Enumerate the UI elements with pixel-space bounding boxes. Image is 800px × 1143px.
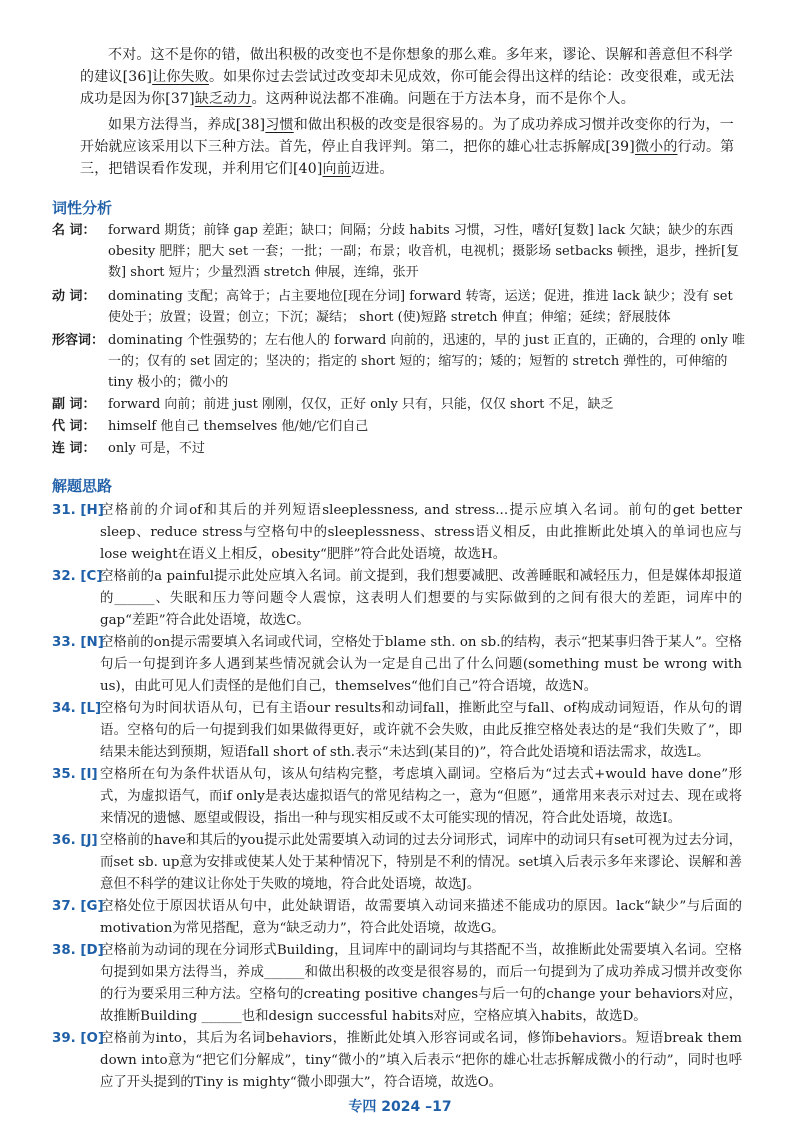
answer-item-39 xyxy=(52,1028,752,1094)
passage-text: 。这两种说法都不准确。问题在于方法本身，而不是你个人。 xyxy=(251,91,635,107)
pos-content: dominating 支配；高耸于；占主要地位[现在分词] forward 转寄，运送；促进，推进 lack 缺少；没有 set 使处于；放置；设置；创立；下沉；凝结； short (使)短路 stretch 伸直；伸缩；延续；舒展肢体 xyxy=(108,289,733,325)
answer-item-35 xyxy=(52,764,752,830)
answer-explanation: 空格所在句为条件状语从句，该从句结构完整，考虑填入副词。空格后为“过去式+would have done”形式，为虚拟语气，而if only是表达虚拟语气的常见结构之一，意为“但愿”，通常用来表示对过去、现在或将来情况的遗憾、愿望或假设，指出一种与现实相反或不太可能实现的情况，符合此处语境，故选I。 xyxy=(100,767,742,826)
pos-row-pronoun xyxy=(52,416,752,437)
answer-number: 37. [G] xyxy=(52,899,104,914)
answer-explanation: 空格前为动词的现在分词形式Building，且词库中的副词均与其搭配不当，故推断此处需要填入名词。空格句提到如果方法得当，养成______和做出积极的改变是很容易的，而后一句提到为了成功养成习惯并改变你的行为要采用三种方法。空格句的creating positive changes与后一句的change your behaviors对应，故推断Building ______也和design successful habits对应，空格应填入habits，故选D。 xyxy=(100,943,742,1024)
answer-number: 36. [J] xyxy=(52,833,98,848)
passage-paragraph-2 xyxy=(80,114,740,180)
page-footer: 专四 2024 –17 xyxy=(348,1099,452,1115)
answer-number: 34. [L] xyxy=(52,701,102,716)
answer-item-31 xyxy=(52,500,752,566)
passage-text: 和做出积极的改变是很容易的。为了成功养成习惯并改变你的行为，一开始就应该采用以下三种方法。首先，停止自我评判。第二，把你的雄心壮志拆解成[39] xyxy=(80,117,734,155)
answer-item-33 xyxy=(52,632,752,698)
passage-paragraph-1 xyxy=(80,44,740,110)
pos-content: forward 向前；前进 just 刚刚，仅仅，正好 only 只有，只能，仅仅 short 不足，缺乏 xyxy=(108,397,614,412)
pos-row-noun xyxy=(52,220,752,283)
pos-content: only 可是，不过 xyxy=(108,441,205,456)
pos-label: 动 词： xyxy=(52,289,96,304)
pos-row-adverb xyxy=(52,394,752,415)
answer-number: 33. [N] xyxy=(52,635,104,650)
passage-text: 行动。第三，把错误看作发现，并利用它们[40] xyxy=(80,139,735,177)
filled-blank-38: 习惯 xyxy=(265,117,294,133)
pos-row-adjective xyxy=(52,330,752,393)
pos-content: himself 他自己 themselves 他/她/它们自己 xyxy=(108,419,369,434)
pos-label: 形容词： xyxy=(52,333,105,348)
pos-section-title: 词性分析 xyxy=(52,199,113,217)
answer-number: 31. [H] xyxy=(52,503,104,518)
answer-explanation: 空格前的on提示需要填入名词或代词，空格处于blame sth. on sb.的结构，表示“把某事归咎于某人”。空格句后一句提到许多人遇到某些情况就会认为一定是自己出了什么问题(something must be wrong with us)，由此可见人们责怪的是他们自己，themselves“他们自己”符合语境，故选N。 xyxy=(100,635,742,694)
solution-section-title: 解题思路 xyxy=(52,477,113,495)
answer-explanation: 空格前的have和其后的you提示此处需要填入动词的过去分词形式，词库中的动词只有set可视为过去分词，而set sb. up意为安排或使某人处于某种情况下，特别是不利的情况。set填入后表示多年来谬论、误解和善意但不科学的建议让你处于失败的境地，符合此处语境，故选J。 xyxy=(100,833,742,892)
filled-blank-37: 缺乏动力 xyxy=(194,91,252,107)
pos-label: 代 词： xyxy=(52,419,96,434)
filled-blank-39: 微小的 xyxy=(634,139,678,155)
answer-number: 39. [O] xyxy=(52,1031,105,1046)
answer-explanation: 空格前的a painful提示此处应填入名词。前文提到，我们想要减肥、改善睡眠和减轻压力，但是媒体却报道的______、失眠和压力等问题令人震惊，这表明人们想要的与实际做到的之间有很大的差距，词库中的gap“差距”符合此处语境，故选C。 xyxy=(100,569,742,628)
passage-text: 。如果你过去尝试过改变却未见成效，你可能会得出这样的结论：改变很难，或无法成功是因为你[37] xyxy=(80,69,735,107)
answer-explanation: 空格前为into，其后为名词behaviors，推断此处填入形容词或名词，修饰behaviors。短语break them down into意为“把它们分解成”，tiny“微小的”填入后表示“把你的雄心壮志拆解成微小的行动”，同时也呼应了开头提到的Tiny is mighty“微小即强大”，符合语境，故选O。 xyxy=(100,1031,742,1090)
passage-text: 迈进。 xyxy=(350,161,394,177)
answer-item-32 xyxy=(52,566,752,632)
answer-number: 32. [C] xyxy=(52,569,103,584)
answer-item-34 xyxy=(52,698,752,764)
pos-content: forward 期货；前锋 gap 差距；缺口；间隔；分歧 habits 习惯，习性，嗜好[复数] lack 欠缺；缺少的东西 obesity 肥胖；肥大 set 一套；一批；一副；布景；收音机，电视机；摄影场 setbacks 顿挫，退步，挫折[复数] short 短片；少量烈酒 stretch 伸展，连绵，张开 xyxy=(108,223,740,280)
filled-blank-36: 让你失败 xyxy=(152,69,209,85)
pos-label: 连 词： xyxy=(52,441,96,456)
answer-explanation: 空格前的介词of和其后的并列短语sleeplessness, and stress...提示应填入名词。前句的get better sleep、reduce stress与空格句中的sleeplessness、stress语义相反，由此推断此处填入的单词也应与lose weight在语义上相反，obesity“肥胖”符合此处语境，故选H。 xyxy=(100,503,742,562)
answer-number: 38. [D] xyxy=(52,943,104,958)
answer-item-37 xyxy=(52,896,752,940)
pos-label: 副 词： xyxy=(52,397,96,412)
pos-row-conjunction xyxy=(52,438,752,459)
filled-blank-40: 向前 xyxy=(322,161,351,177)
answer-explanation: 空格处位于原因状语从句中，此处缺谓语，故需要填入动词来描述不能成功的原因。lack“缺少”与后面的motivation为常见搭配，意为“缺乏动力”，符合此处语境，故选G。 xyxy=(100,899,742,936)
pos-label: 名 词： xyxy=(52,223,96,238)
pos-row-verb xyxy=(52,286,752,328)
answer-item-38 xyxy=(52,940,752,1028)
answer-explanation: 空格句为时间状语从句，已有主语our results和动词fall，推断此空与fall、of构成动词短语，作从句的谓语。空格句的后一句提到我们如果做得更好，或许就不会失败，由此反推空格处表达的是“我们失败了”，即结果未能达到预期，短语fall short of sth.表示“未达到(某目的)”，符合此处语境和语法需求，故选L。 xyxy=(100,701,742,760)
answer-item-36 xyxy=(52,830,752,896)
pos-content: dominating 个性强势的；左右他人的 forward 向前的，迅速的，早的 just 正直的，正确的，合理的 only 唯一的；仅有的 set 固定的；坚决的；指定的 short 短的；缩写的；矮的；短暂的 stretch 弹性的，可伸缩的 tiny 极小的；微小的 xyxy=(108,333,746,390)
answer-number: 35. [I] xyxy=(52,767,98,782)
passage-text: 不对。这不是你的错，做出积极的改变也不是你想象的那么难。多年来，谬论、误解和善意但不科学的建议[36] xyxy=(80,47,733,85)
passage-text: 如果方法得当，养成[38] xyxy=(108,117,266,133)
